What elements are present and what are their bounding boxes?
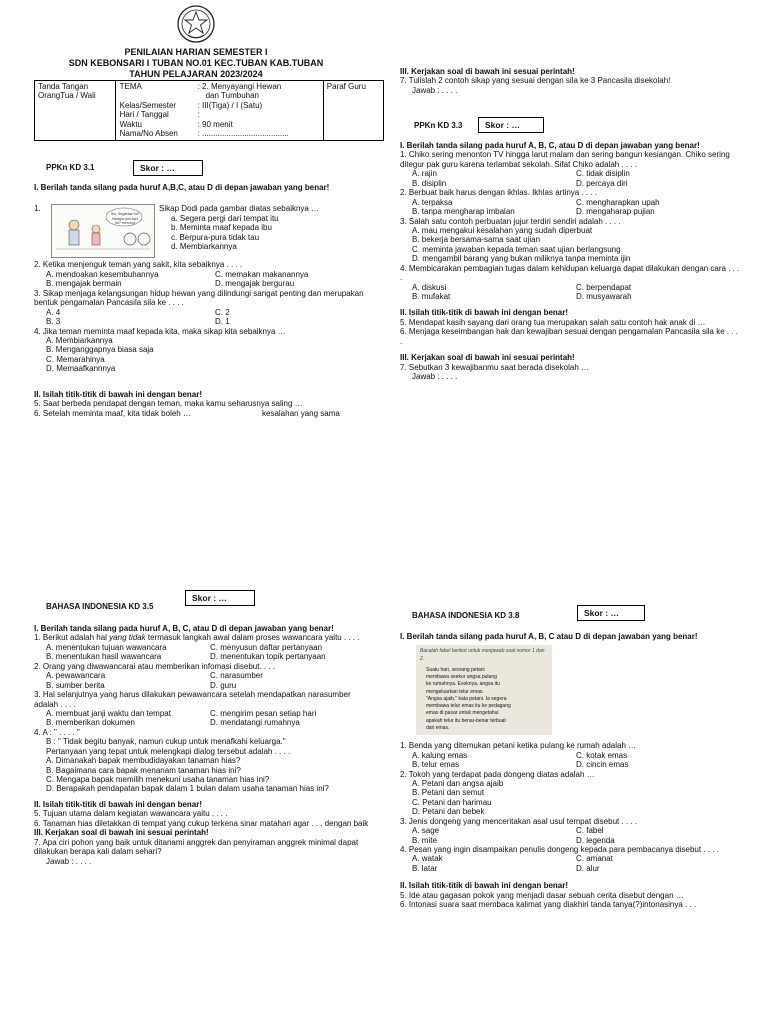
ppkn33-jawab: Jawab : . . . . — [412, 372, 458, 382]
bi35-q3-c[interactable]: C. mengirim pesan setiap hari — [210, 708, 317, 718]
school-emblem-logo — [176, 4, 216, 44]
ppkn33-q4-text: 4. Membicarakan pembagian tugas dalam kehidupan keluarga dapat dilakukan dengan cara . . . . — [400, 263, 740, 283]
identity-table — [34, 80, 384, 141]
q1-question-block — [155, 204, 319, 258]
bi38-q1-b[interactable]: B. telur emas — [412, 760, 460, 770]
q4-option-b[interactable]: B. Menganggapnya biasa saja — [46, 345, 154, 355]
fable-line: Suatu hari, seorang petani — [426, 666, 485, 673]
bi35-q3-text: 3. Hal selanjutnya yang harus dilakukan pewawancara setelah mendapatkan narasumber adalah . . . . — [34, 690, 351, 709]
ppkn33-q3-text: 3. Salah satu contoh perbuatan jujur terdiri sendiri adalah . . . . — [400, 216, 621, 226]
waktu-value: : 90 menit — [197, 119, 233, 129]
bi38-instruction-1: I. Berilah tanda silang pada huruf A, B, C atau D di depan jawaban yang benar! — [400, 632, 698, 641]
q1-option-c[interactable]: c. Berpura-pura tidak tau — [171, 232, 260, 242]
bi35-q2-d[interactable]: D. guru — [210, 680, 237, 690]
bi38-q3-c[interactable]: C. fabel — [576, 826, 604, 836]
header-school: SDN KEBONSARI I TUBAN NO.01 KEC.TUBAN KAB.TUBAN — [68, 57, 324, 68]
tema-value-cont: dan Tumbuhan — [205, 91, 259, 101]
bi35-q4-line1: 4. A : " . . . . " — [34, 727, 80, 737]
ppkn33-q3-a[interactable]: A. mau mengakui kesalahan yang sudah diperbuat — [412, 225, 593, 235]
kelas-label: Kelas/Semester — [119, 100, 177, 110]
ppkn33-q2-d[interactable]: D. mengaharap pujian — [576, 207, 655, 217]
q2-option-a[interactable]: A. mendoakan kesembuhannya — [46, 269, 159, 279]
ppkn33-q2-a[interactable]: A. terpaksa — [412, 197, 453, 207]
bi38-q3-text: 3. Jenis dongeng yang menceritakan asal usul tempat disebut . . . . — [400, 816, 638, 826]
q6-text-a: 6. Setelah meminta maaf, kita tidak boleh … — [34, 408, 191, 418]
identity-fields — [115, 81, 323, 141]
bi38-q2-a[interactable]: A. Petani dan angsa ajaib — [412, 778, 504, 788]
bi38-q1-row1 — [400, 751, 740, 760]
bi35-q6-text: 6. Tanaman hias diletakkan di tempat yang cukup terkena sinar matahari agar . . . dengan baik — [34, 818, 369, 828]
fable-text-box — [416, 645, 552, 735]
header-title: PENILAIAN HARIAN SEMESTER I — [124, 47, 268, 57]
bi35-q4-b[interactable]: B. Bagaimana cara bapak menanam tanaman hias ini? — [46, 765, 241, 775]
bi35-q1-a[interactable]: A. menentukan tujuan wawancara — [46, 642, 167, 652]
q3-option-b[interactable]: B. 3 — [46, 317, 61, 327]
bi35-q3-b[interactable]: B. memberikan dokumen — [46, 718, 135, 728]
q5-text: 5. Saat berbeda pendapat dengan teman, maka kamu seharusnya saling … — [34, 399, 303, 409]
ppkn31-instruction-1: I. Berilah tanda silang pada huruf A,B,C, atau D di depan jawaban yang benar! — [34, 183, 330, 192]
bi38-q3-a[interactable]: A. sage — [412, 826, 440, 836]
bi35-q2-text: 2. Orang yang diwawancarai atau memberikan infomasi disebut. . . . — [34, 661, 276, 671]
fable-intro: Bacalah fabel berikut untuk menjawab soal nomor 1 dan 2. — [420, 648, 545, 662]
bi38-q3-row1 — [400, 826, 740, 835]
q3-option-c[interactable]: C. 2 — [215, 307, 230, 317]
bi35-q1-row2 — [34, 652, 374, 661]
fable-line: membawa telur emas itu ke pedagang — [426, 703, 511, 710]
bi38-title: BAHASA INDONESIA KD 3.8 — [412, 611, 520, 620]
bi38-section — [400, 632, 740, 910]
kelas-value: : III(Tiga) / I (Satu) — [197, 100, 263, 110]
bi35-q2-row2 — [34, 681, 374, 690]
q4-option-a[interactable]: A. Membiarkannya — [46, 335, 113, 345]
fable-line: ke rumahnya. Esoknya, angsa itu — [426, 681, 500, 688]
bi35-q3-a[interactable]: A. membuat janji waktu dan tempat — [46, 708, 171, 718]
q6-row — [34, 409, 384, 418]
bi35-q1-row1 — [34, 643, 374, 652]
bi38-score-box: Skor : … — [577, 605, 645, 621]
ppkn33-q4-a[interactable]: A. diskusi — [412, 282, 447, 292]
teacher-paraf-cell: Paraf Guru — [323, 81, 383, 141]
header-year: TAHUN PELAJARAN 2023/2024 — [129, 68, 263, 79]
bi35-q7-text: 7. Apa ciri pohon yang baik untuk ditanami anggrek dan penyiraman anggrek minimal dapat dilakukan berapa kali dalam sehari? — [34, 837, 359, 857]
ppkn33-q1-row2 — [400, 179, 740, 188]
bi35-q3-row2 — [34, 718, 374, 727]
bi38-q2-c[interactable]: C. Petani dan harimau — [412, 797, 492, 807]
nama-label: Nama/No Absen — [119, 129, 178, 139]
bi38-q2-d[interactable]: D. Petani dan bebek — [412, 807, 485, 817]
bi35-q1-d[interactable]: D. menentukan topik pertanyaan — [210, 652, 326, 662]
bi38-q1-a[interactable]: A. kalung emas — [412, 750, 468, 760]
ppkn33-title: PPKn KD 3.3 — [414, 121, 463, 130]
bi35-q4-d[interactable]: D. Berapakah pendapatan bapak dalam 1 bulan dalam usaha tanaman hias ini? — [46, 784, 329, 794]
q6-text-b: kesalahan yang sama — [262, 408, 340, 418]
ppkn33-q1-d[interactable]: D. percaya diri — [576, 178, 628, 188]
ppkn33-q1-a[interactable]: A. rajin — [412, 169, 437, 179]
ppkn33-q2-row2 — [400, 207, 740, 216]
q3-options-row2 — [34, 317, 384, 326]
ppkn33-score-box: Skor : … — [478, 117, 544, 133]
bi38-q4-a[interactable]: A. watak — [412, 854, 443, 864]
bi35-q2-c[interactable]: C. narasumber — [210, 671, 263, 681]
bi35-q4-a[interactable]: A. Dimanakah bapak membudidayakan tanaman hias? — [46, 756, 241, 766]
q1-illustration — [51, 204, 155, 258]
bi38-q4-text: 4. Pesan yang ingin disampaikan penulis dongeng kepada para pembacanya disebut . . . . — [400, 845, 719, 854]
fable-line: dari emas. — [426, 724, 450, 731]
ppkn33-q6-text: 6. Menjaga keseimbangan hak dan kewajiban sesuai dengan pengamalan Pancasila sila ke . . . . — [400, 327, 738, 346]
ppkn33-q2-text: 2. Berbuat baik harus dengan ikhlas. Ikhlas artinya . . . . — [400, 188, 597, 198]
bi38-q2-b[interactable]: B. Petani dan semut — [412, 788, 485, 798]
ppkn-right-instruction-3: III. Kerjakan soal di bawah ini sesuai perintah! — [400, 67, 575, 76]
ppkn33-q4-row1 — [400, 283, 740, 292]
q2-option-b[interactable]: B. mengajak bermain — [46, 279, 122, 289]
ppkn33-section — [400, 141, 740, 382]
bi35-q1-c[interactable]: C. menyusun daftar pertanyaan — [210, 642, 323, 652]
ppkn33-q2-b[interactable]: B. tanpa mengharap imbalan — [412, 207, 515, 217]
bi35-q4-c[interactable]: C. Mengapa bapak memilih menekuni usaha tanaman hias ini? — [46, 775, 270, 784]
q1-number: 1. — [34, 204, 41, 214]
bi38-q1-d[interactable]: D. cincin emas — [576, 760, 629, 770]
q4-text: 4. Jika teman meminta maaf kepada kita, maka sikap kita sebaiknya … — [34, 326, 286, 336]
ppkn33-q1-text: 1. Chiko sering menonton TV hingga larut malam dan sering bangun kesiangan. Chiko sering ditegur pak guru karena terlambat sekolah. Sifat Chiko adalah . . . . — [400, 150, 730, 169]
bi38-instruction-2: II. Isilah titik-titik di bawah ini dengan benar! — [400, 881, 569, 891]
q1-option-a[interactable]: a. Segera pergi dari tempat itu — [171, 213, 279, 223]
fable-line: membawa seekor angsa pulang — [426, 674, 497, 681]
q1-option-b[interactable]: b. Meminta maaf kepada ibu — [171, 223, 272, 233]
ppkn33-instruction-1: I. Berilah tanda silang pada huruf A, B, C, atau D di depan jawaban yang benar! — [400, 141, 700, 150]
ppkn33-q1-c[interactable]: C. tidak disiplin — [576, 169, 630, 179]
bi35-instruction-1: I. Berilah tanda silang pada huruf A, B, C, atau D di depan jawaban yang benar! — [34, 624, 334, 633]
ppkn33-q3-c[interactable]: C. meminta jawaban kepada teman saat ujian berlangsung — [412, 244, 621, 254]
bi35-instruction-2: II. Isilah titik-titik di bawah ini dengan benar! — [34, 799, 203, 809]
nama-value: : ....................................... — [197, 129, 289, 139]
q1-option-d[interactable]: d. Membiarkannya — [171, 242, 237, 252]
ppkn31-q1 — [34, 204, 384, 258]
tema-label: TEMA — [119, 82, 142, 91]
bi35-score-box: Skor : … — [185, 590, 255, 606]
bi35-q1-italic: yang tidak — [109, 633, 146, 643]
bi38-q4-row1 — [400, 854, 740, 863]
ppkn31-title: PPKn KD 3.1 — [46, 163, 95, 172]
bi38-q6-text: 6. Intonasi suara saat membaca kalimat yang diakhiri tanda tanya(?)intonasinya . . . — [400, 900, 697, 910]
bi35-q3-row1 — [34, 709, 374, 718]
bi38-q2-text: 2. Tokoh yang terdapat pada dongeng diatas adalah … — [400, 769, 595, 779]
q4-option-c[interactable]: C. Memarahinya — [46, 354, 105, 364]
bi38-q4-c[interactable]: C. amanat — [576, 854, 613, 864]
waktu-label: Waktu — [119, 119, 142, 129]
fable-line: apakah telur itu benar-benar terbuat — [426, 717, 506, 724]
bi35-q1-b[interactable]: B. menentukan hasil wawancara — [46, 652, 162, 662]
ppkn33-q3-b[interactable]: B. bekerja bersama-sama saat ujian — [412, 235, 541, 245]
ppkn31-section — [34, 183, 384, 418]
ppkn33-q3-d[interactable]: D. mengambil barang yang bukan miliknya tanpa meminta ijin — [412, 254, 631, 264]
ppkn33-q2-row1 — [400, 198, 740, 207]
bi35-section — [34, 624, 374, 866]
speech-bubble-text: Ibu, Segarkan ini! Berapa jam hari ini? menurut — [111, 212, 139, 225]
bi38-q5-text: 5. Ide atau gagasan pokok yang menjadi dasar sebuah cerita disebut dengan … — [400, 890, 684, 900]
bi38-q3-b[interactable]: B. mite — [412, 835, 437, 845]
bi38-q4-b[interactable]: B. latar — [412, 863, 438, 873]
q2-option-c[interactable]: C. memakan makanannya — [215, 269, 309, 279]
bi35-q2-a[interactable]: A. pewawancara — [46, 671, 106, 681]
ppkn33-q4-c[interactable]: C. berpendapat — [576, 282, 632, 292]
bi35-title: BAHASA INDONESIA KD 3.5 — [46, 602, 154, 611]
ppkn33-q4-d[interactable]: D. musyawarah — [576, 292, 632, 301]
bi38-q1-row2 — [400, 760, 740, 769]
tema-value: : 2. Menyayangi Hewan — [197, 82, 282, 91]
hari-label: Hari / Tanggal — [119, 110, 169, 120]
bi35-q2-b[interactable]: B. sumber berita — [46, 680, 105, 690]
q2-text: 2. Ketika menjenguk teman yang sakit, kita sebaiknya . . . . — [34, 260, 243, 270]
bi38-q3-row2 — [400, 836, 740, 845]
q4-option-d[interactable]: D. Memaafkannnya — [46, 364, 116, 374]
ppkn31-instruction-2: II. Isilah titik-titik di bawah ini dengan benar! — [34, 389, 203, 399]
q3-option-d[interactable]: D. 1 — [215, 317, 230, 327]
bi35-q3-d[interactable]: D. mendatangi rumahnya — [210, 718, 300, 728]
document-header — [40, 47, 352, 79]
q2-options-row1 — [34, 270, 384, 279]
bi38-q3-d[interactable]: D. legenda — [576, 835, 615, 845]
ppkn33-q4-row2 — [400, 292, 740, 301]
fable-line: mengeluarkan telur emas. — [426, 688, 484, 695]
ppkn33-q1-b[interactable]: B. disiplin — [412, 178, 447, 188]
ppkn33-instruction-2: II. Isilah titik-titik di bawah ini dengan benar! — [400, 308, 569, 318]
ppkn33-q2-c[interactable]: C. mengharapkan upah — [576, 197, 660, 207]
bi35-q1-part1: 1. Berikut adalah hal — [34, 633, 110, 643]
bi35-instruction-3: III. Kerjakan soal di bawah ini sesuai perintah! — [34, 828, 209, 838]
ppkn33-q5-text: 5. Mendapat kasih sayang dari orang tua merupakan salah satu contoh hak anak di … — [400, 317, 706, 327]
ppkn33-instruction-3: III. Kerjakan soal di bawah ini sesuai perintah! — [400, 353, 575, 363]
q3-text: 3. Sikap menjaga kelangsungan hidup hewan yang dilindungi sangat penting dan merupakan bentuk pengamalan Pancasila sila ke . . . . — [34, 288, 364, 308]
ppkn33-q7-text: 7. Sebutkan 3 kewajibanmu saat berada disekolah … — [400, 362, 590, 372]
bi35-q4-line3: Pertanyaan yang tepat untuk melengkapi dialog tersebut adalah . . . . — [46, 746, 291, 756]
ppkn-right-q7: 7. Tulislah 2 contoh sikap yang sesuai dengan sila ke 3 Pancasila disekolah! — [400, 76, 671, 86]
bi35-jawab: Jawab : . . . . — [46, 856, 92, 866]
bi35-q4-line2: B : " Tidak begitu banyak, namun cukup untuk menafkahi keluarga." — [46, 737, 286, 747]
ppkn-right-top-section — [400, 67, 745, 95]
ppkn31-score-box: Skor : … — [133, 160, 203, 176]
ppkn33-q1-row1 — [400, 169, 740, 178]
q2-options-row2 — [34, 279, 384, 288]
q3-option-a[interactable]: A. 4 — [46, 307, 61, 317]
q1-text: Sikap Dodi pada gambar diatas sebaiknya … — [159, 204, 320, 214]
bi35-q5-text: 5. Tujuan utama dalam kegiatan wawancara yaitu . . . . — [34, 809, 228, 819]
q2-option-d[interactable]: D. mengajak bergurau — [215, 279, 295, 289]
ppkn-right-jawab: Jawab : . . . . — [412, 85, 458, 95]
bi35-q1-text — [34, 633, 374, 642]
bi38-q1-c[interactable]: C. kotak emas — [576, 750, 628, 760]
hari-value: : — [197, 110, 200, 120]
bi38-q1-text: 1. Benda yang ditemukan petani ketika pulang ke rumah adalah … — [400, 741, 637, 751]
bi38-q4-row2 — [400, 864, 740, 873]
q3-options-row1 — [34, 308, 384, 317]
fable-line: emas di pasar untuk mengetahui — [426, 710, 499, 717]
ppkn33-q4-b[interactable]: B. mufakat — [412, 292, 451, 301]
parent-signature-cell: Tanda Tangan OrangTua / Wali — [35, 81, 116, 141]
fable-body — [420, 667, 548, 732]
bi35-q2-row1 — [34, 671, 374, 680]
bi35-q1-part2: termasuk langkah awal dalam proses wawancara yaitu . . . . — [145, 633, 360, 643]
bi38-q4-d[interactable]: D. alur — [576, 863, 600, 873]
fable-line: "Angsa ajaib," kata petani. Ia segera — [426, 695, 507, 702]
